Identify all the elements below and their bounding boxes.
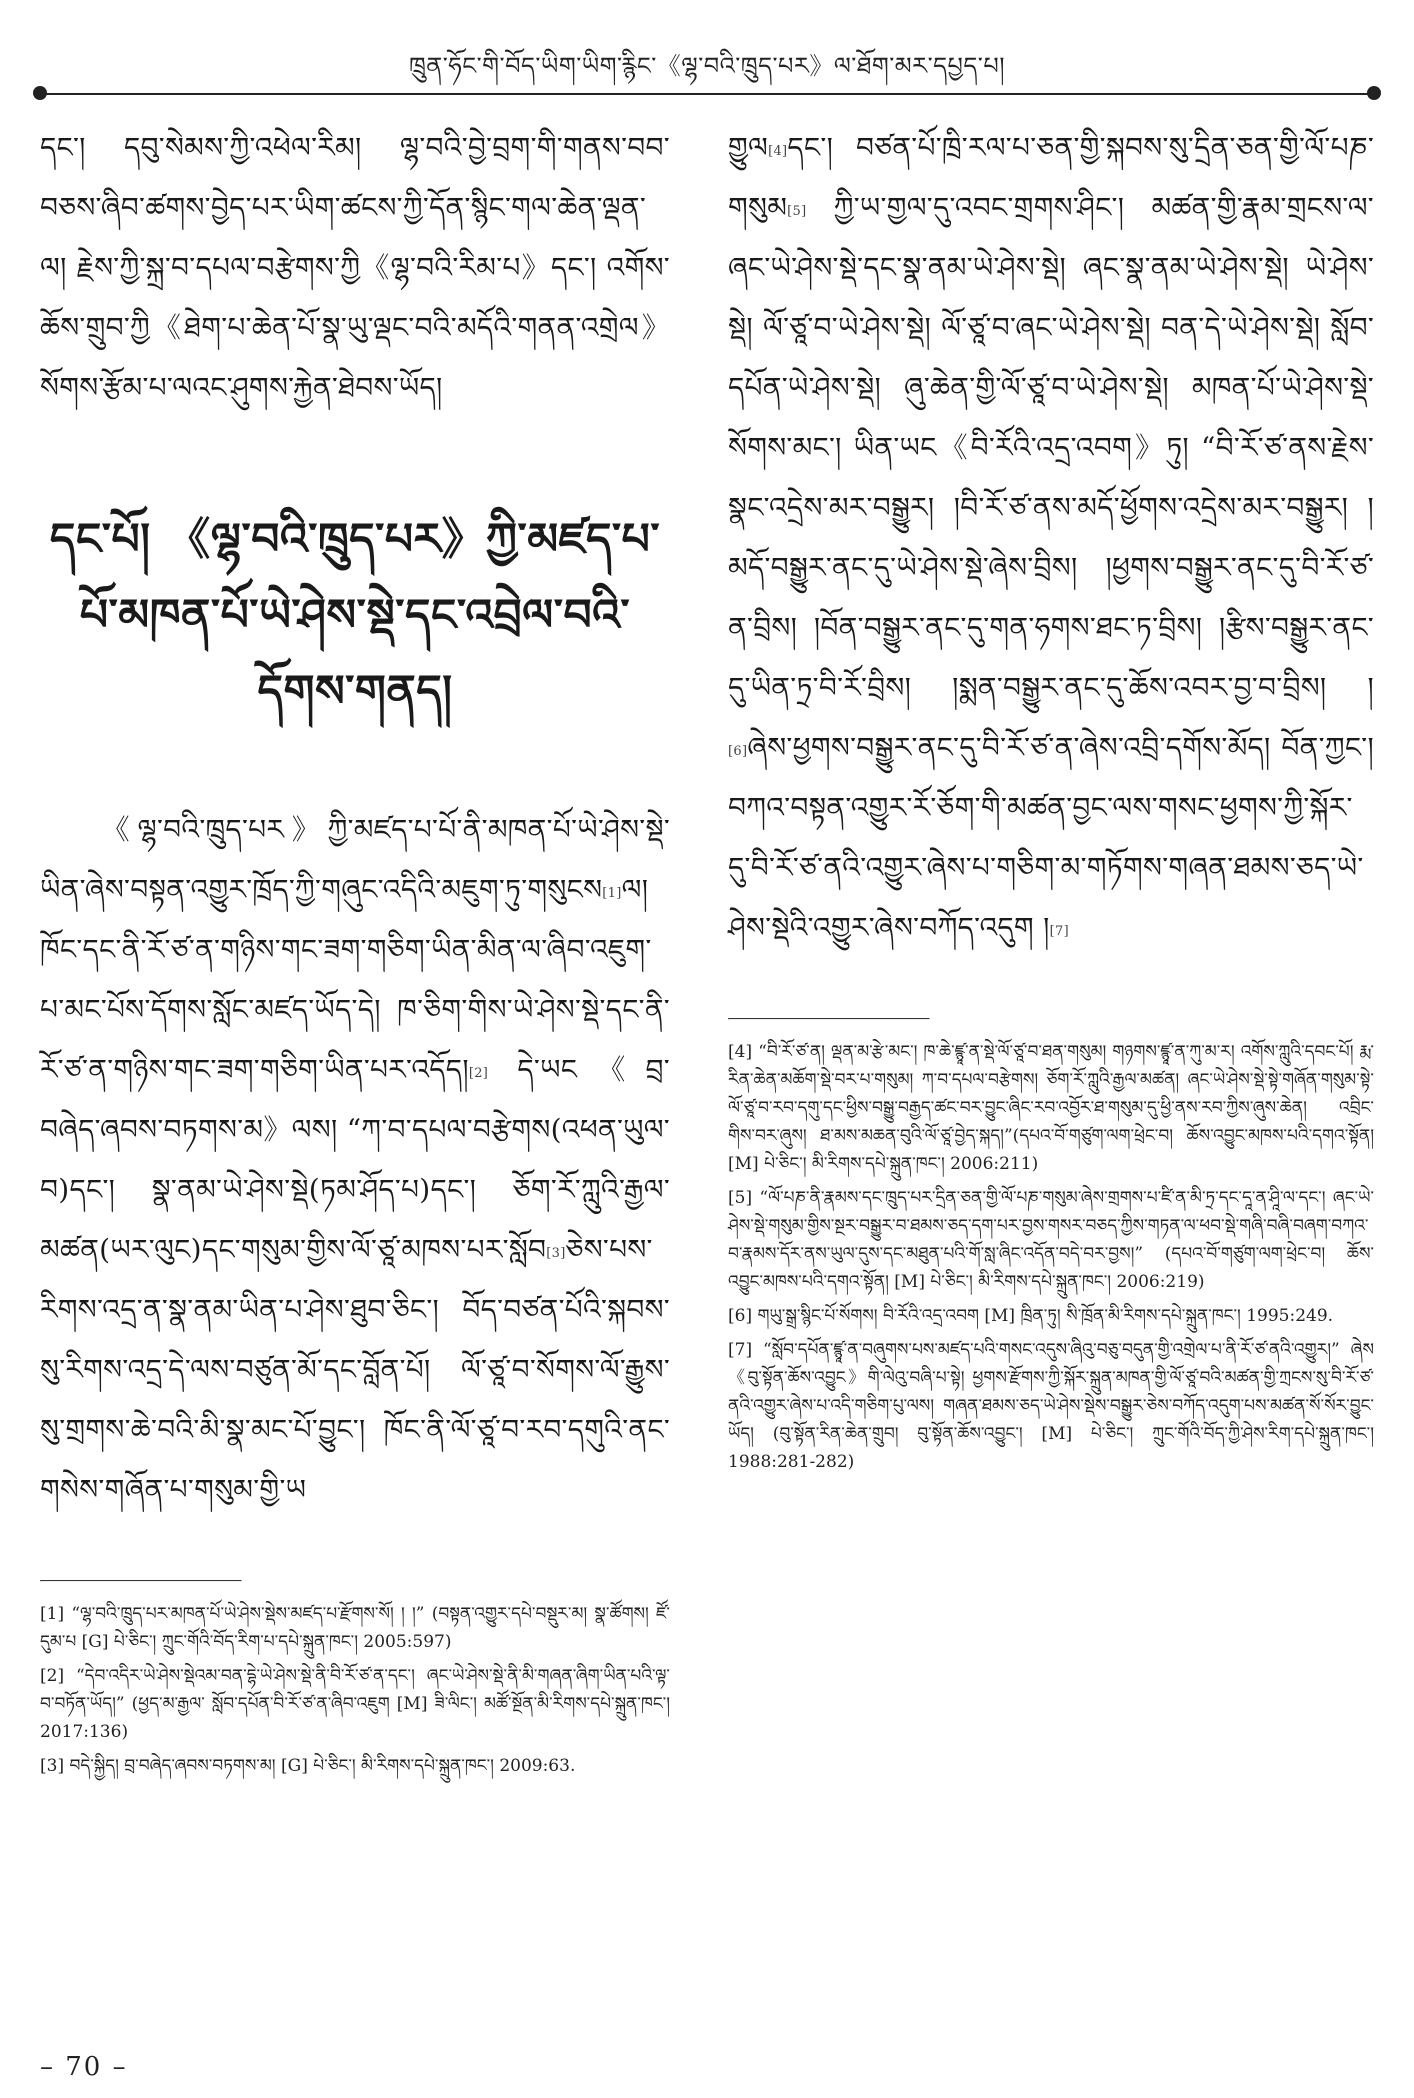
body-paragraph-right bbox=[728, 118, 1374, 958]
text-segment: ཀྱི་ཡ་གྱལ་དུ་འབང་གྲགས་ཤིང་། མཚན་གྱི་རྣམ་གྲངས་ལ་ཞང་ཡེ་ཤེས་སྡེ་དང་སྣ་ནམ་ཡེ་ཤེས་སྡེ། ཞང་སྣ་ནམ་ཡེ་ཤེས་སྡེ། ཡེ་ཤེས་སྡེ། ལོ་ཙཱ་བ་ཡེ་ཤེས་སྡེ། ལོ་ཙཱ་བ་ཞང་ཡེ་ཤེས་སྡེ། བན་དེ་ཡེ་ཤེས་སྡེ། སློབ་དཔོན་ཡེ་ཤེས་སྡེ། ཞུ་ཆེན་གྱི་ལོ་ཙཱ་བ་ཡེ་ཤེས་སྡེ། མཁན་པོ་ཡེ་ཤེས་སྡེ་སོགས་མང་། ཡིན་ཡང《བི་རོའི་འདྲ་འབག》ཏུ། “བི་རོ་ཙ་ནས་རྗེས་སྣང་འདྲེས་མར་བསྒྱུར། །བི་རོ་ཙ་ནས་མདོ་ཕྱོགས་འདྲེས་མར་བསྒྱུར། །མདོ་བསྒྱུར་ནང་དུ་ཡེ་ཤེས་སྡེ་ཞེས་བྲིས། །ཕྱགས་བསྒྱུར་ནང་དུ་བི་རོ་ཙ་ན་བྲིས། །བོན་བསྒྱུར་ནང་དུ་གན་ཧགས་ཐང་ཏ་བྲིས། །རྩིས་བསྒྱུར་ནང་དུ་ཡིན་ཏྲ་བི་རོ་བྲིས། །སྨན་བསྒྱུར་ནང་དུ་ཆོས་འབར་བྱ་བ་བྲིས། ། bbox=[728, 191, 1374, 704]
text-segment: ཅེས་པས་རིགས་འདྲ་ན་སྣ་ནམ་ཡིན་པ་ཤེས་ཐུབ་ཅིང་། བོད་བཙན་པོའི་སྐབས་སུ་རིགས་འདྲ་དེ་ལས་བཙུན་མོ་དང་བློན་པོ། ལོ་ཙཱ་བ་སོགས་ལོ་རྒྱུས་སུ་གྲགས་ཆེ་བའི་མི་སྣ་མང་པོ་བྱུང་། ཁོང་ནི་ལོ་ཙཱ་བ་རབ་དགུའི་ནང་གསེས་གཞོན་པ་གསུམ་གྱི་ཡ bbox=[40, 1233, 670, 1506]
footnote-rule bbox=[728, 1018, 930, 1020]
footnote: [5] “ལོ་པཎ་ནི་རྣམས་དང་ཁྲུད་པར་དྲིན་ཅན་གྱི་ལོ་པཎ་གསུམ་ཞེས་གྲགས་པ་ཛི་ན་མི་ཏྲ་དང་དཱ་ན་ཤཱི་ལ་དང་། ཞང་ཡེ་ཤེས་སྡེ་གསུམ་གྱིས་སྔར་བསྒྱུར་བ་ཐམས་ཅད་དག་པར་བྱས་གསར་བཅད་ཀྱིས་གཏན་ལ་ཕབ་སྡེ་གཞི་བཞི་བཞག་བཀའ་བ་རྣམས་དོར་ནས་ཡུལ་དུས་དང་མཐུན་པའི་གོ་སླ་ཞིང་འདོན་བདེ་བར་བྱས།” (དཔའ་བོ་གཙུག་ལག་ཕྲེང་བ། ཆོས་འབྱུང་མཁས་པའི་དགའ་སྟོན། [M] པེ་ཅིང་། མི་རིགས་དཔེ་སྐྲུན་ཁང་། 2006:219) bbox=[728, 1188, 1374, 1292]
text-segment: དེ་ཡང《བྲ་བཞེད་ཞབས་བཏགས་མ》ལས། “ཀ་བ་དཔལ་བརྩེགས(འཕན་ཡུལ་བ)དང་། སྣ་ནམ་ཡེ་ཤེས་སྡེ(ཏམ་ཤོད་པ)དང་། ཅོག་རོ་ཀླུའི་རྒྱལ་མཚན(ཡར་ལུང)དང་གསུམ་གྱིས་ལོ་ཙཱ་མཁས་པར་སློབ bbox=[40, 1053, 670, 1266]
footnote-ref[interactable]: [2] bbox=[468, 1066, 489, 1081]
page-number: – 70 – bbox=[40, 2052, 128, 2082]
footnote: [7] “སློབ་དཔོན་ཛྙཱ་ན་བཞུགས་པས་མཛད་པའི་གསང་འདུས་ཞིའུ་བཅུ་བདུན་གྱི་འགྲེལ་པ་ནི་རོ་ཙ་ནའི་འགྱུར།” ཞེས《བུ་སྟོན་ཆོས་འབྱུང》གི་ལེའུ་བཞི་པ་སྟེ། ཕྱགས་རྫོགས་ཀྱི་སྐོར་སྐྲུན་མཁན་གྱི་ལོ་ཙཱ་བའི་མཚན་གྱི་ཀྲངས་སུ་བི་རོ་ཙ་ནའི་འགྱུར་ཞེས་པ་འདི་གཅིག་པུ་ལས། གཞན་ཐམས་ཅད་ཡེ་ཤེས་སྡེས་བསྒྱུར་ཅེས་བཀོད་འདུག་པས་མཚན་སོ་སོར་བྱུང་ཡོད། (བུ་སྟོན་རིན་ཆེན་གྲུབ། བུ་སྟོན་ཆོས་འབྱུང་། [M] པེ་ཅིང་། ཀྲུང་གོའི་བོད་ཀྱི་ཤེས་རིག་དཔེ་སྐྲུན་ཁང་། 1988:281-282) bbox=[728, 1340, 1374, 1472]
footnotes-right bbox=[728, 1038, 1374, 1476]
footnote: [1] “ལྷ་བའི་ཁྲུད་པར་མཁན་པོ་ཡེ་ཤེས་སྡེས་མཛད་པ་རྫོགས་སོ། ། །” (བསྟན་འགྱུར་དཔེ་བསྡུར་མ། སྣ་ཚོགས། ཛོ་དུམ་པ [G] པེ་ཅིང་། ཀྲུང་གོའི་བོད་རིག་པ་དཔེ་སྐྲུན་ཁང་། 2005:597) bbox=[40, 1604, 670, 1652]
footnote-rule bbox=[40, 1580, 242, 1582]
footnote-ref[interactable]: [5] bbox=[787, 204, 807, 219]
footnotes-left bbox=[40, 1600, 670, 1780]
footnote: [2] “དེབ་འདིར་ཡེ་ཤེས་སྡེའམ་བན་དྷེ་ཡེ་ཤེས་སྡེ་ནི་བི་རོ་ཙ་ན་དང་། ཞང་ཡེ་ཤེས་སྡེ་ནི་མི་གཞན་ཞིག་ཡིན་པའི་ལྟ་བ་བཏོན་ཡོད།” (ཕྱད་མ་རྒྱལ་ སློབ་དཔོན་བི་རོ་ཙ་ན་ཞིབ་འཇུག [M] ཟི་ལིང་། མཚོ་སྔོན་མི་རིགས་དཔེ་སྐྲུན་ཁང་། 2017:136) bbox=[40, 1666, 670, 1742]
running-head: ཁྲུན་ཧོང་གི་བོད་ཡིག་ཡིག་རྙིང་《ལྷ་བའི་ཁྲུད་པར》ལ་ཐོག་མར་དཔྱད་པ། bbox=[408, 52, 1006, 80]
intro-paragraph: དང་། དབུ་སེམས་ཀྱི་འཕེལ་རིམ། ལྷ་བའི་བྱེ་བྲག་གི་གནས་བབ་བཅས་ཞིབ་ཚགས་བྱེད་པར་ཡིག་ཚངས་ཀྱི་དོན་སྙིང་གལ་ཆེན་ལྡན་ལ། རྗེས་ཀྱི་སྐྲ་བ་དཔལ་བརྩེགས་ཀྱི《ལྷ་བའི་རིམ་པ》དང་། འགོས་ཆོས་གྲུབ་ཀྱི《ཐེག་པ་ཆེན་པོ་སྣ་ཡུ་ལྡང་བའི་མདོའི་གནན་འགྲེལ》སོགས་རྩོམ་པ་ལའང་ཤུགས་རྐྱེན་ཐེབས་ཡོད། bbox=[40, 131, 670, 404]
footnote: [4] “བི་རོ་ཙ་ན། ལྡན་མ་རྩེ་མང་། ཁ་ཆེ་ཛྙཱ་ན་སྡེ་ལོ་ཙཱ་བ་ཐན་གསུམ། གཉགས་ཛྙཱ་ན་ཀུ་མ་ར། འགོས་ཀླུའི་དབང་པོ། རྨ་རིན་ཆེན་མཆོག་སྡེ་བར་པ་གསུམ། ཀ་བ་དཔལ་བརྩེགས། ཅོག་རོ་ཀླུའི་རྒྱལ་མཚན། ཞང་ཡེ་ཤེས་སྡེ་སྟེ་གཞོན་གསུམ་སྟེ་ལོ་ཙཱ་བ་རབ་དགུ་དང་ཕྱིས་བསྒྱུ་བརྒྱད་ཚང་བར་བྱུང་ཞིང་རབ་འབྱོར་ཐ་གསུམ་དུ་ཕྱི་ནས་རབ་ཀྱིས་ཞུས་ཆེན། འབྲིང་གིས་བར་ཞུས། ཐ་མས་མཆན་བུའི་ལོ་ཙཱ་བྱེད་སྐད།”(དཔའ་བོ་གཙུག་ལག་ཕྲེང་བ། ཆོས་འབྱུང་མཁས་པའི་དགའ་སྟོན། [M] པེ་ཅིང་། མི་རིགས་དཔེ་སྐྲུན་ཁང་། 2006:211) bbox=[728, 1042, 1374, 1174]
header-rule bbox=[40, 93, 1374, 95]
footnote-ref[interactable]: [1] bbox=[602, 886, 622, 901]
text-segment: ལ། ཁོང་དང་ནི་རོ་ཙ་ན་གཉིས་གང་ཟག་གཅིག་ཡིན་མིན་ལ་ཞིབ་འཇུག་པ་མང་པོས་དོགས་སློང་མཛད་ཡོད་དེ། ཁ་ཅིག་གིས་ཡེ་ཤེས་སྡེ་དང་ནི་རོ་ཙ་ན་གཉིས་གང་ཟག་གཅིག་ཡིན་པར་འདོད། bbox=[40, 873, 670, 1086]
section-heading: དང་པོ། 《ལྷ་བའི་ཁྲུད་པར》ཀྱི་མཛད་པ་པོ་མཁན་པོ་ཡེ་ཤེས་སྡེ་དང་འབྲེལ་བའི་དོགས་གནད། bbox=[49, 514, 661, 717]
footnote-ref[interactable]: [7] bbox=[1049, 924, 1069, 939]
right-column bbox=[728, 118, 1374, 1482]
footnote-ref[interactable]: [4] bbox=[768, 144, 788, 159]
rule-dot-right bbox=[1367, 86, 1381, 100]
footnote: [3] བདེ་སྐྱིད། བྲ་བཞེད་ཞབས་བཏགས་མ། [G] པེ་ཅིང་། མི་རིགས་དཔེ་སྐྲུན་ཁང་། 2009:63. bbox=[40, 1756, 576, 1776]
left-column bbox=[40, 118, 670, 1786]
footnote: [6] གཡུ་སྒྲ་སྙིང་པོ་སོགས། བི་རོའི་འདྲ་འབག [M] ཁྲིན་ཏུ། སི་ཁྲོན་མི་རིགས་དཔེ་སྐྲུན་ཁང་། 1995:249. bbox=[728, 1306, 1334, 1326]
footnote-ref[interactable]: [6] bbox=[728, 744, 748, 759]
body-paragraph-left bbox=[40, 800, 670, 1520]
text-segment: གྱུལ bbox=[728, 131, 769, 164]
text-segment: ཞེས་ཕྱགས་བསྒྱུར་ནང་དུ་བི་རོ་ཙ་ན་ཞེས་འབྲི་དགོས་མོད། བོན་ཀྱང་། བཀའ་བསྟན་འགྱུར་རོ་ཅོག་གི་མཚན་བྱང་ལས་གསང་ཕྱགས་ཀྱི་སྐོར་དུ་བི་རོ་ཙ་ནའི་འགྱུར་ཞེས་པ་གཅིག་མ་གཏོགས་གཞན་ཐམས་ཅད་ཡེ་ཤེས་སྡེའི་འགྱུར་ཞེས་བཀོད་འདུག ། bbox=[728, 731, 1374, 944]
text-segment: དང་། བཙན་པོ་ཁྲི་རལ་པ་ཅན་གྱི་སྐབས་སུ་དྲིན་ཅན་གྱི་ལོ་པཎ་གསུམ bbox=[728, 131, 1374, 224]
text-segment: 《ལྷ་བའི་ཁྲུད་པར》ཀྱི་མཛད་པ་པོ་ནི་མཁན་པོ་ཡེ་ཤེས་སྡེ་ཡིན་ཞེས་བསྟན་འགྱུར་ཁྲོད་ཀྱི་གཞུང་འདིའི་མཇུག་ཏུ་གསུངས bbox=[40, 813, 670, 906]
footnote-ref[interactable]: [3] bbox=[546, 1246, 566, 1261]
